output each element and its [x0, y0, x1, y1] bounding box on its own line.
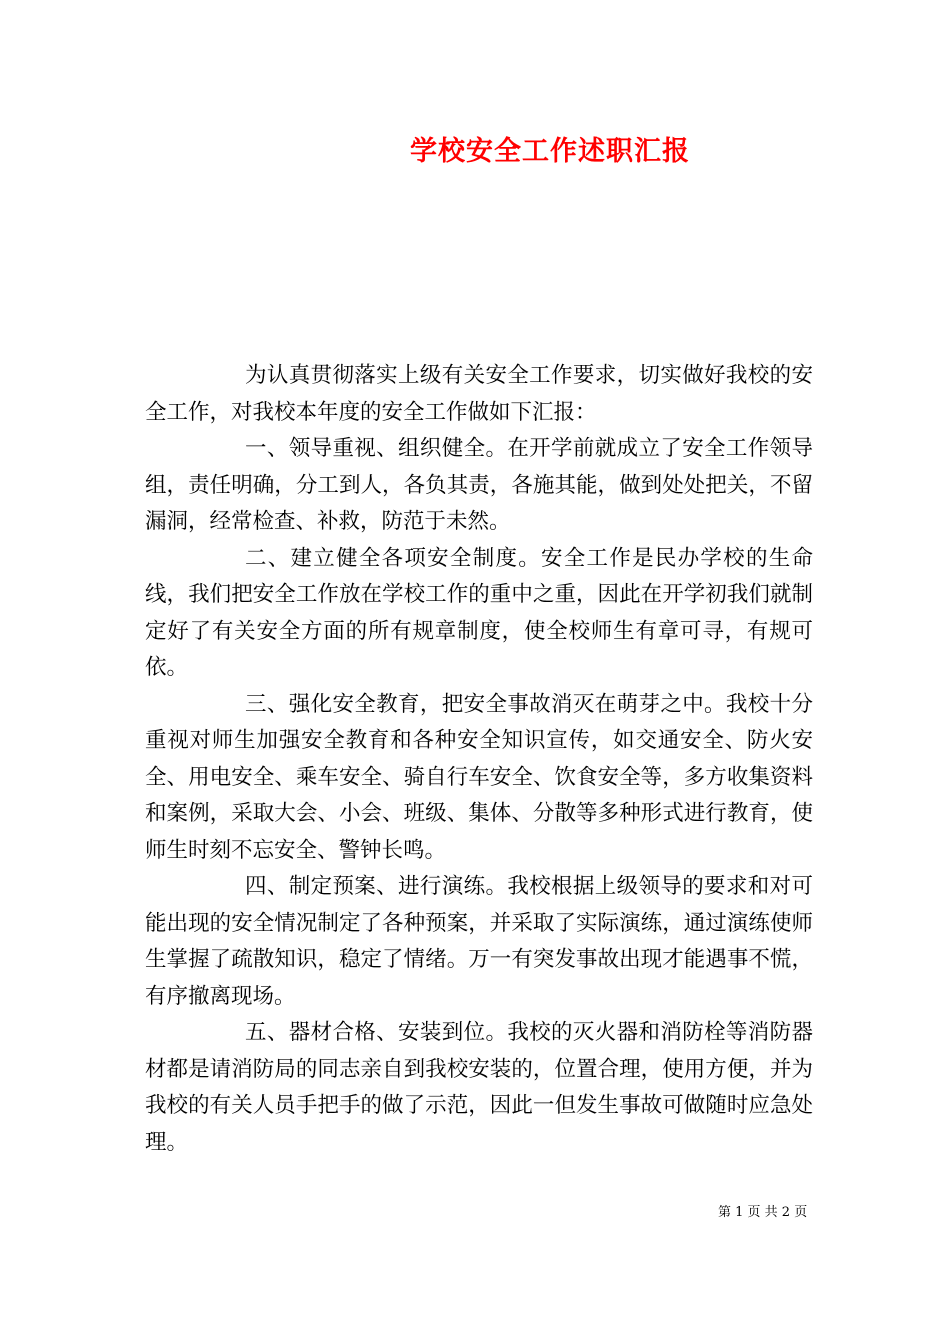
paragraph-section-2: 二、建立健全各项安全制度。安全工作是民办学校的生命线，我们把安全工作放在学校工作的重中之重，因此在开学初我们就制定好了有关安全方面的所有规章制度，使全校师生有章可寻，有规可依。 [145, 545, 813, 680]
document-body [145, 358, 813, 1161]
paragraph-section-3: 三、强化安全教育，把安全事故消灭在萌芽之中。我校十分重视对师生加强安全教育和各种安全知识宣传，如交通安全、防火安全、用电安全、乘车安全、骑自行车安全、饮食安全等，多方收集资料和案例，采取大会、小会、班级、集体、分散等多种形式进行教育，使师生时刻不忘安全、警钟长鸣。 [145, 691, 813, 863]
paragraph-section-1: 一、领导重视、组织健全。在开学前就成立了安全工作领导组，责任明确，分工到人，各负其责，各施其能，做到处处把关，不留漏洞，经常检查、补救，防范于未然。 [145, 436, 813, 534]
paragraph-section-4: 四、制定预案、进行演练。我校根据上级领导的要求和对可能出现的安全情况制定了各种预案，并采取了实际演练，通过演练使师生掌握了疏散知识，稳定了情绪。万一有突发事故出现才能遇事不慌，有序撤离现场。 [145, 874, 813, 1009]
page-footer: 第 1 页 共 2 页 [718, 1205, 808, 1220]
paragraph-intro: 为认真贯彻落实上级有关安全工作要求，切实做好我校的安全工作，对我校本年度的安全工作做如下汇报： [145, 363, 813, 425]
page-title: 学校安全工作述职汇报 [410, 136, 690, 167]
paragraph-section-5: 五、器材合格、安装到位。我校的灭火器和消防栓等消防器材都是请消防局的同志亲自到我校安装的，位置合理，使用方便，并为我校的有关人员手把手的做了示范，因此一但发生事故可做随时应急处理。 [145, 1020, 813, 1155]
